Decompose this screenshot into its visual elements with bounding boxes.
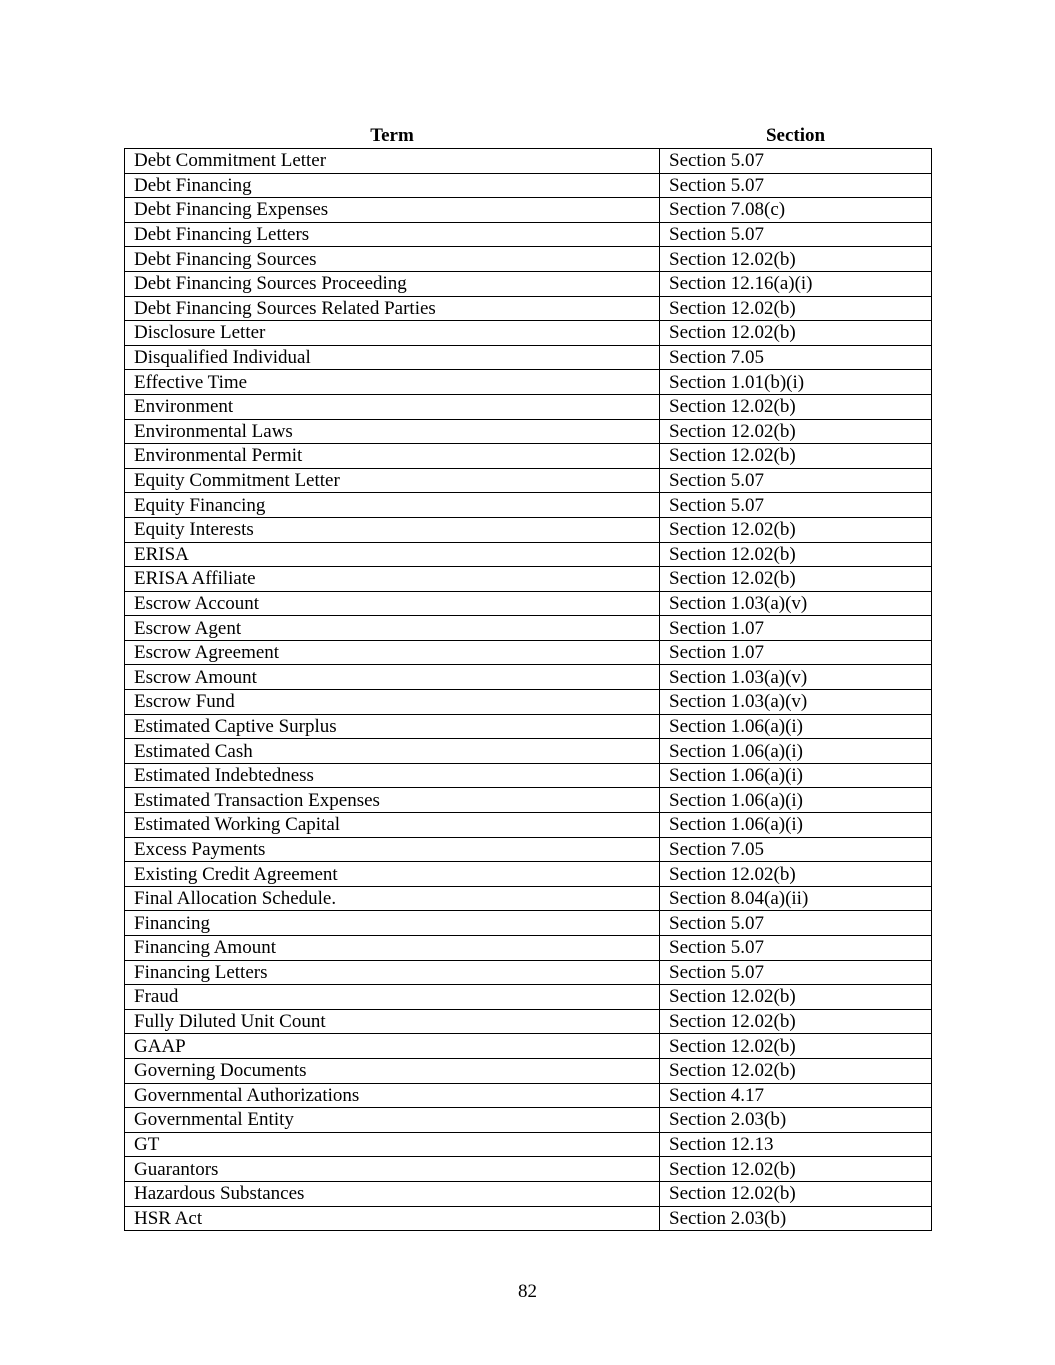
term-cell: Fraud — [125, 985, 660, 1010]
table-row — [125, 173, 932, 198]
page-number: 82 — [518, 1281, 537, 1302]
table-row — [125, 149, 932, 174]
section-cell: Section 1.06(a)(i) — [660, 739, 932, 764]
section-cell: Section 1.07 — [660, 616, 932, 641]
section-cell: Section 7.05 — [660, 837, 932, 862]
section-column-header: Section — [765, 125, 826, 146]
table-row — [125, 222, 932, 247]
section-cell: Section 12.02(b) — [660, 321, 932, 346]
section-cell: Section 5.07 — [660, 149, 932, 174]
term-cell: Debt Financing Sources Proceeding — [125, 271, 660, 296]
term-cell: Estimated Working Capital — [125, 813, 660, 838]
table-row — [125, 542, 932, 567]
section-cell: Section 12.02(b) — [660, 567, 932, 592]
table-row — [125, 517, 932, 542]
term-cell: Escrow Agent — [125, 616, 660, 641]
section-cell: Section 12.02(b) — [660, 1058, 932, 1083]
term-cell: Financing — [125, 911, 660, 936]
term-cell: Debt Financing — [125, 173, 660, 198]
section-cell: Section 1.03(a)(v) — [660, 591, 932, 616]
section-cell: Section 1.06(a)(i) — [660, 763, 932, 788]
section-cell: Section 4.17 — [660, 1083, 932, 1108]
table-row — [125, 444, 932, 469]
term-cell: Estimated Transaction Expenses — [125, 788, 660, 813]
defined-terms-table — [124, 124, 932, 1231]
term-cell: Estimated Captive Surplus — [125, 714, 660, 739]
section-cell: Section 1.06(a)(i) — [660, 788, 932, 813]
term-cell: Environmental Laws — [125, 419, 660, 444]
term-cell: Final Allocation Schedule. — [125, 886, 660, 911]
term-cell: Escrow Account — [125, 591, 660, 616]
term-cell: Disqualified Individual — [125, 345, 660, 370]
table-row — [125, 1181, 932, 1206]
section-cell: Section 5.07 — [660, 173, 932, 198]
term-cell: Debt Financing Sources Related Parties — [125, 296, 660, 321]
table-row — [125, 911, 932, 936]
section-cell: Section 12.02(b) — [660, 517, 932, 542]
table-body — [125, 149, 932, 1231]
term-cell: Effective Time — [125, 370, 660, 395]
section-cell: Section 12.02(b) — [660, 1034, 932, 1059]
table-row — [125, 985, 932, 1010]
table-row — [125, 1083, 932, 1108]
term-cell: Debt Commitment Letter — [125, 149, 660, 174]
table-row — [125, 690, 932, 715]
term-cell: Equity Commitment Letter — [125, 468, 660, 493]
term-cell: GAAP — [125, 1034, 660, 1059]
table-row — [125, 960, 932, 985]
section-cell: Section 12.02(b) — [660, 862, 932, 887]
table-row — [125, 567, 932, 592]
term-cell: ERISA Affiliate — [125, 567, 660, 592]
table-row — [125, 665, 932, 690]
term-cell: Estimated Indebtedness — [125, 763, 660, 788]
term-cell: Disclosure Letter — [125, 321, 660, 346]
table-row — [125, 321, 932, 346]
term-column-header: Term — [370, 125, 414, 146]
section-cell: Section 12.02(b) — [660, 394, 932, 419]
section-cell: Section 12.02(b) — [660, 1157, 932, 1182]
table-row — [125, 1157, 932, 1182]
section-cell: Section 1.06(a)(i) — [660, 813, 932, 838]
term-cell: Equity Financing — [125, 493, 660, 518]
term-cell: Financing Amount — [125, 936, 660, 961]
term-cell: Equity Interests — [125, 517, 660, 542]
table-row — [125, 936, 932, 961]
table-row — [125, 739, 932, 764]
term-cell: Governing Documents — [125, 1058, 660, 1083]
section-cell: Section 12.16(a)(i) — [660, 271, 932, 296]
term-cell: Governmental Authorizations — [125, 1083, 660, 1108]
section-cell: Section 5.07 — [660, 222, 932, 247]
table-row — [125, 468, 932, 493]
table-row — [125, 837, 932, 862]
section-cell: Section 1.03(a)(v) — [660, 665, 932, 690]
section-cell: Section 12.02(b) — [660, 1009, 932, 1034]
table-row — [125, 1034, 932, 1059]
term-cell: GT — [125, 1132, 660, 1157]
section-cell: Section 1.03(a)(v) — [660, 690, 932, 715]
table-row — [125, 763, 932, 788]
section-cell: Section 8.04(a)(ii) — [660, 886, 932, 911]
table-row — [125, 591, 932, 616]
table-row — [125, 296, 932, 321]
term-cell: Escrow Fund — [125, 690, 660, 715]
section-cell: Section 7.08(c) — [660, 198, 932, 223]
table-row — [125, 1058, 932, 1083]
table-row — [125, 198, 932, 223]
table-row — [125, 271, 932, 296]
section-cell: Section 12.02(b) — [660, 985, 932, 1010]
table-row — [125, 714, 932, 739]
term-cell: Environmental Permit — [125, 444, 660, 469]
section-cell: Section 1.01(b)(i) — [660, 370, 932, 395]
term-cell: Excess Payments — [125, 837, 660, 862]
table-row — [125, 394, 932, 419]
term-cell: HSR Act — [125, 1206, 660, 1231]
section-cell: Section 2.03(b) — [660, 1108, 932, 1133]
term-cell: Fully Diluted Unit Count — [125, 1009, 660, 1034]
table-row — [125, 493, 932, 518]
table-row — [125, 788, 932, 813]
term-cell: Escrow Amount — [125, 665, 660, 690]
term-cell: Environment — [125, 394, 660, 419]
table-row — [125, 862, 932, 887]
term-cell: Debt Financing Expenses — [125, 198, 660, 223]
table-row — [125, 345, 932, 370]
term-cell: Hazardous Substances — [125, 1181, 660, 1206]
section-cell: Section 5.07 — [660, 468, 932, 493]
term-cell: Debt Financing Letters — [125, 222, 660, 247]
section-cell: Section 12.02(b) — [660, 444, 932, 469]
section-cell: Section 7.05 — [660, 345, 932, 370]
section-cell: Section 1.06(a)(i) — [660, 714, 932, 739]
table-row — [125, 616, 932, 641]
section-cell: Section 5.07 — [660, 936, 932, 961]
table-row — [125, 247, 932, 272]
term-cell: Governmental Entity — [125, 1108, 660, 1133]
table-row — [125, 370, 932, 395]
table-row — [125, 1206, 932, 1231]
table-header-row — [125, 124, 932, 149]
section-cell: Section 12.13 — [660, 1132, 932, 1157]
section-cell: Section 12.02(b) — [660, 247, 932, 272]
section-cell: Section 5.07 — [660, 960, 932, 985]
section-cell: Section 2.03(b) — [660, 1206, 932, 1231]
section-cell: Section 5.07 — [660, 493, 932, 518]
table-row — [125, 1132, 932, 1157]
term-cell: Guarantors — [125, 1157, 660, 1182]
table-row — [125, 640, 932, 665]
section-cell: Section 12.02(b) — [660, 1181, 932, 1206]
section-cell: Section 12.02(b) — [660, 542, 932, 567]
term-cell: Debt Financing Sources — [125, 247, 660, 272]
table-row — [125, 886, 932, 911]
term-cell: Financing Letters — [125, 960, 660, 985]
table-row — [125, 813, 932, 838]
section-cell: Section 1.07 — [660, 640, 932, 665]
section-cell: Section 12.02(b) — [660, 419, 932, 444]
table-row — [125, 1108, 932, 1133]
term-cell: Escrow Agreement — [125, 640, 660, 665]
term-cell: ERISA — [125, 542, 660, 567]
table-row — [125, 419, 932, 444]
table-row — [125, 1009, 932, 1034]
term-cell: Estimated Cash — [125, 739, 660, 764]
term-cell: Existing Credit Agreement — [125, 862, 660, 887]
section-cell: Section 12.02(b) — [660, 296, 932, 321]
section-cell: Section 5.07 — [660, 911, 932, 936]
